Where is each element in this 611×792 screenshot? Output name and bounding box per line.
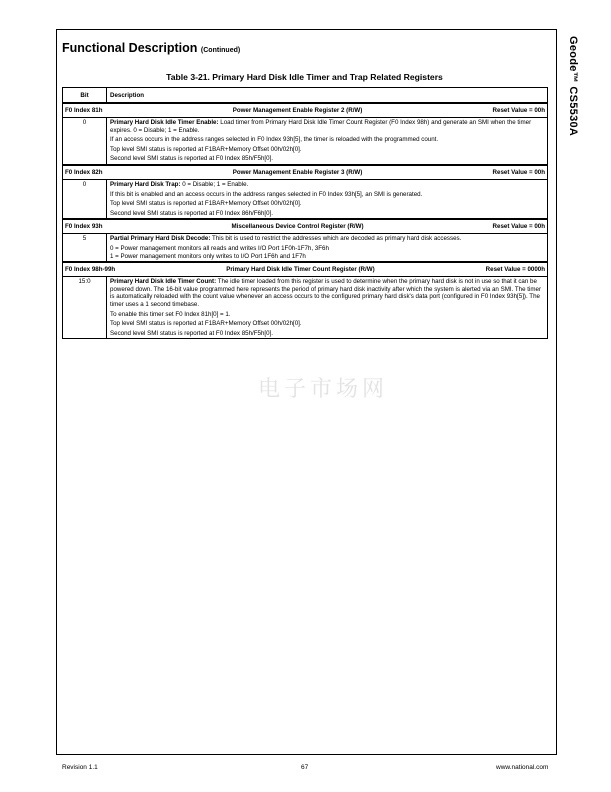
description-text: Top level SMI status is reported at F1BAR+Memory Offset 00h/02h[0]. — [110, 200, 302, 208]
description-text: Second level SMI status is reported at F0 Index 85h/F5h[0]. — [110, 155, 274, 163]
register-index: F0 Index 82h — [65, 168, 103, 176]
register-name: Primary Hard Disk Idle Timer Count Register (R/W) — [226, 266, 375, 274]
description-paragraph — [110, 191, 544, 199]
table-header-row — [63, 88, 548, 104]
page-frame-bottom — [56, 754, 557, 755]
watermark: 电子市场网 — [258, 377, 389, 402]
register-index: F0 Index 93h — [65, 223, 103, 231]
description-paragraph — [110, 320, 544, 328]
description-paragraph — [110, 245, 544, 260]
bit-description — [107, 277, 548, 339]
register-bit-row — [63, 277, 548, 339]
description-paragraph — [110, 146, 544, 154]
register-bit-row — [63, 234, 548, 262]
register-name: Power Management Enable Register 2 (R/W) — [232, 107, 363, 114]
description-paragraph — [110, 330, 544, 338]
description-text: Second level SMI status is reported at F0 Index 85h/F5h[0]. — [110, 329, 274, 337]
page-frame-right — [556, 29, 557, 754]
description-text: Load timer from Primary Hard Disk Idle Timer Count Register (F0 Index 98h) and generate an SMI when the timer expires. 0 = Disable; 1 = Enable. — [110, 119, 532, 134]
description-text: Top level SMI status is reported at F1BAR+Memory Offset 00h/02h[0]. — [110, 145, 302, 153]
register-reset-value: Reset Value = 00h — [492, 223, 545, 231]
register-header-row — [63, 103, 548, 118]
register-name: Power Management Enable Register 3 (R/W) — [232, 168, 363, 176]
register-reset-value: Reset Value = 00h — [492, 168, 545, 176]
register-table-body — [63, 103, 548, 339]
bit-title: Partial Primary Hard Disk Decode: — [110, 235, 211, 243]
register-index: F0 Index 81h — [65, 107, 103, 114]
register-bit-row — [63, 179, 548, 219]
bit-title: Primary Hard Disk Idle Timer Enable: — [110, 119, 219, 126]
side-product-title — [565, 36, 579, 236]
register-index: F0 Index 98h-99h — [65, 266, 116, 274]
description-paragraph — [110, 200, 544, 208]
bit-description — [107, 234, 548, 262]
register-header-row — [63, 262, 548, 277]
bit-field: 15:0 — [63, 277, 107, 339]
table-caption: Table 3-21. Primary Hard Disk Idle Timer and Trap Related Registers — [166, 72, 443, 82]
bit-description — [107, 179, 548, 219]
register-reset-value: Reset Value = 00h — [492, 107, 545, 114]
description-text: To enable this timer set F0 Index 81h[0] = 1. — [110, 310, 231, 318]
register-bit-row — [63, 118, 548, 165]
description-text: This bit is used to restrict the addresses which are decoded as primary hard disk accesses. — [210, 235, 462, 243]
footer-revision: Revision 1.1 — [62, 764, 98, 771]
description-text: Second level SMI status is reported at F0 Index 86h/F6h[0]. — [110, 209, 274, 217]
bit-field: 0 — [63, 179, 107, 219]
register-name: Miscellaneous Device Control Register (R/W) — [231, 223, 364, 231]
description-paragraph — [110, 181, 544, 189]
description-text: 0 = Disable; 1 = Enable. — [180, 180, 249, 188]
description-paragraph — [110, 155, 544, 163]
side-product-title-text: Geode™ CS5530A — [567, 36, 579, 137]
page-frame-left — [56, 29, 57, 754]
page-frame-top — [56, 29, 556, 30]
section-title-text: Functional Description — [62, 41, 198, 55]
description-paragraph — [110, 278, 544, 308]
description-text: If an access occurs in the address ranges selected in F0 Index 93h[5], the timer is reloaded with the programmed count. — [110, 136, 439, 144]
description-paragraph — [110, 136, 544, 144]
bit-field: 0 — [63, 118, 107, 165]
register-header-row — [63, 219, 548, 234]
section-continued: (Continued) — [200, 47, 241, 54]
section-title — [62, 41, 240, 55]
description-paragraph — [110, 119, 544, 134]
bit-title: Primary Hard Disk Trap: — [110, 180, 181, 188]
description-paragraph — [110, 210, 544, 218]
register-table — [62, 87, 548, 339]
register-header-row — [63, 165, 548, 180]
bit-title: Primary Hard Disk Idle Timer Count: — [110, 278, 217, 286]
register-reset-value: Reset Value = 0000h — [485, 266, 545, 274]
description-text: If this bit is enabled and an access occurs in the address ranges selected in F0 Index 93h[5], an SMI is generated. — [110, 190, 423, 198]
description-paragraph — [110, 235, 544, 243]
description-paragraph — [110, 311, 544, 319]
bit-description — [107, 118, 548, 165]
footer-url: www.national.com — [496, 764, 549, 771]
bit-column-header: Bit — [63, 88, 107, 104]
description-text: The idle timer loaded from this register is used to determine when the primary hard disk is not in use so that it can be powered down. The 16-bit value programmed here represents the period of primary hard disk inactivity after which the system is alerted via an SMI. The timer is automatically reloaded with the count value whenever an access occurs to the configured primary hard disk's data port (configured in F0 Index 93h[5]). The timer uses a 1 second timebase. — [110, 278, 542, 308]
description-column-header: Description — [107, 88, 548, 104]
footer-page-number: 67 — [301, 764, 309, 771]
description-text: 0 = Power management monitors all reads and writes I/O Port 1F0h-1F7h, 3F6h 1 = Power management monitors only writes to I/O Port 1F6h and 1F7h — [110, 244, 329, 260]
bit-field: 5 — [63, 234, 107, 262]
description-text: Top level SMI status is reported at F1BAR+Memory Offset 00h/02h[0]. — [110, 320, 302, 328]
